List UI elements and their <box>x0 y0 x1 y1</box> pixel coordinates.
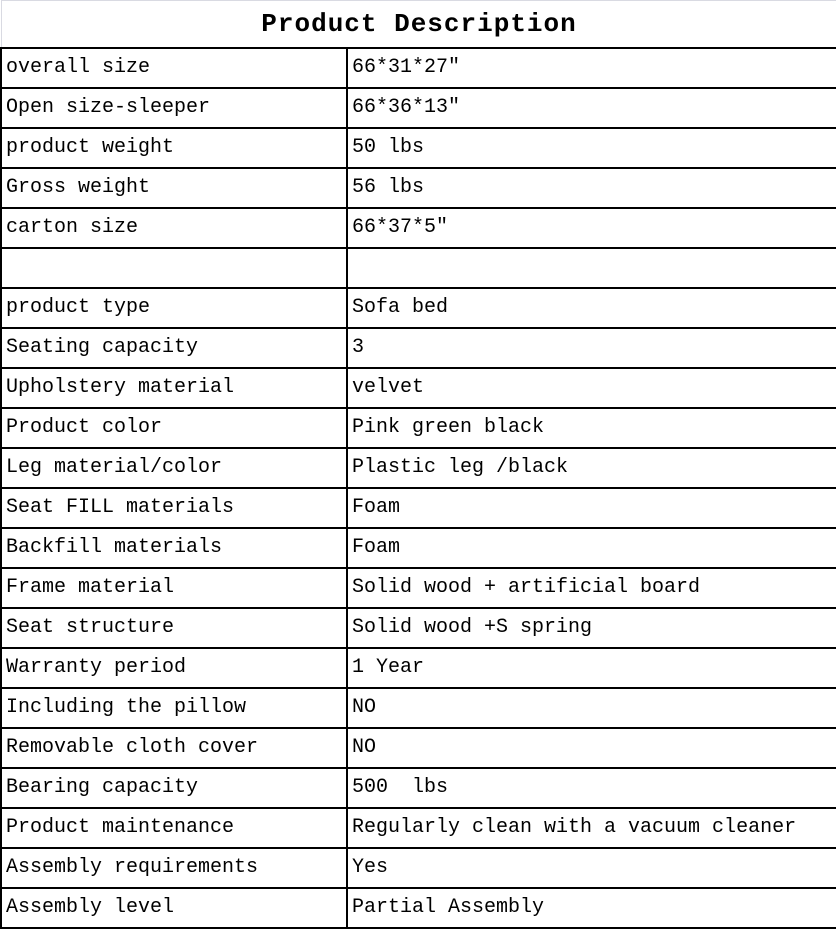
table-row <box>1 168 836 208</box>
spec-table-header <box>1 1 836 49</box>
spec-label-cell: Seat FILL materials <box>1 488 347 528</box>
spec-label-cell: Upholstery material <box>1 368 347 408</box>
table-row <box>1 888 836 928</box>
table-row <box>1 808 836 848</box>
table-row <box>1 608 836 648</box>
spec-value-cell: Yes <box>347 848 836 888</box>
spec-value-cell: 500 lbs <box>347 768 836 808</box>
spec-label-cell: product weight <box>1 128 347 168</box>
spec-value-cell: 1 Year <box>347 648 836 688</box>
table-row <box>1 728 836 768</box>
spec-label-cell: Open size-sleeper <box>1 88 347 128</box>
spec-value-cell: Solid wood +S spring <box>347 608 836 648</box>
table-row <box>1 48 836 88</box>
spec-value-cell: 3 <box>347 328 836 368</box>
table-row <box>1 248 836 288</box>
spec-value-cell: NO <box>347 728 836 768</box>
table-row <box>1 288 836 328</box>
page-title: Product Description <box>1 1 836 49</box>
spec-label-cell: carton size <box>1 208 347 248</box>
spec-value-cell: Plastic leg /black <box>347 448 836 488</box>
table-row <box>1 88 836 128</box>
spec-value-cell: 66*37*5″ <box>347 208 836 248</box>
spec-label-cell: Gross weight <box>1 168 347 208</box>
spec-label-cell: Frame material <box>1 568 347 608</box>
table-row <box>1 568 836 608</box>
spec-value-cell: 56 lbs <box>347 168 836 208</box>
spec-label-cell: Leg material/color <box>1 448 347 488</box>
spec-label-cell: product type <box>1 288 347 328</box>
spec-label-cell: Seating capacity <box>1 328 347 368</box>
table-row <box>1 208 836 248</box>
spec-value-cell: 66*31*27″ <box>347 48 836 88</box>
spec-label-cell: Backfill materials <box>1 528 347 568</box>
table-row <box>1 368 836 408</box>
spec-label-cell: Removable cloth cover <box>1 728 347 768</box>
spec-value-cell: Partial Assembly <box>347 888 836 928</box>
spec-value-cell <box>347 248 836 288</box>
title-row <box>1 1 836 49</box>
spec-value-cell: 50 lbs <box>347 128 836 168</box>
spec-label-cell: Bearing capacity <box>1 768 347 808</box>
spec-label-cell: Product color <box>1 408 347 448</box>
spec-value-cell: NO <box>347 688 836 728</box>
table-row <box>1 408 836 448</box>
spec-value-cell: Regularly clean with a vacuum cleaner <box>347 808 836 848</box>
spec-label-cell: Seat structure <box>1 608 347 648</box>
table-row <box>1 128 836 168</box>
spec-value-cell: Solid wood + artificial board <box>347 568 836 608</box>
spec-label-cell: Including the pillow <box>1 688 347 728</box>
spec-label-cell: Assembly level <box>1 888 347 928</box>
spec-value-cell: 66*36*13″ <box>347 88 836 128</box>
spec-label-cell: overall size <box>1 48 347 88</box>
table-row <box>1 688 836 728</box>
table-row <box>1 328 836 368</box>
spec-table-body <box>1 48 836 928</box>
spec-label-cell <box>1 248 347 288</box>
spec-label-cell: Product maintenance <box>1 808 347 848</box>
spec-value-cell: Foam <box>347 528 836 568</box>
table-row <box>1 648 836 688</box>
spec-value-cell: Pink green black <box>347 408 836 448</box>
table-row <box>1 768 836 808</box>
table-row <box>1 448 836 488</box>
spec-value-cell: Foam <box>347 488 836 528</box>
spec-label-cell: Assembly requirements <box>1 848 347 888</box>
table-row <box>1 488 836 528</box>
table-row <box>1 528 836 568</box>
spec-value-cell: Sofa bed <box>347 288 836 328</box>
spec-label-cell: Warranty period <box>1 648 347 688</box>
spec-value-cell: velvet <box>347 368 836 408</box>
table-row <box>1 848 836 888</box>
